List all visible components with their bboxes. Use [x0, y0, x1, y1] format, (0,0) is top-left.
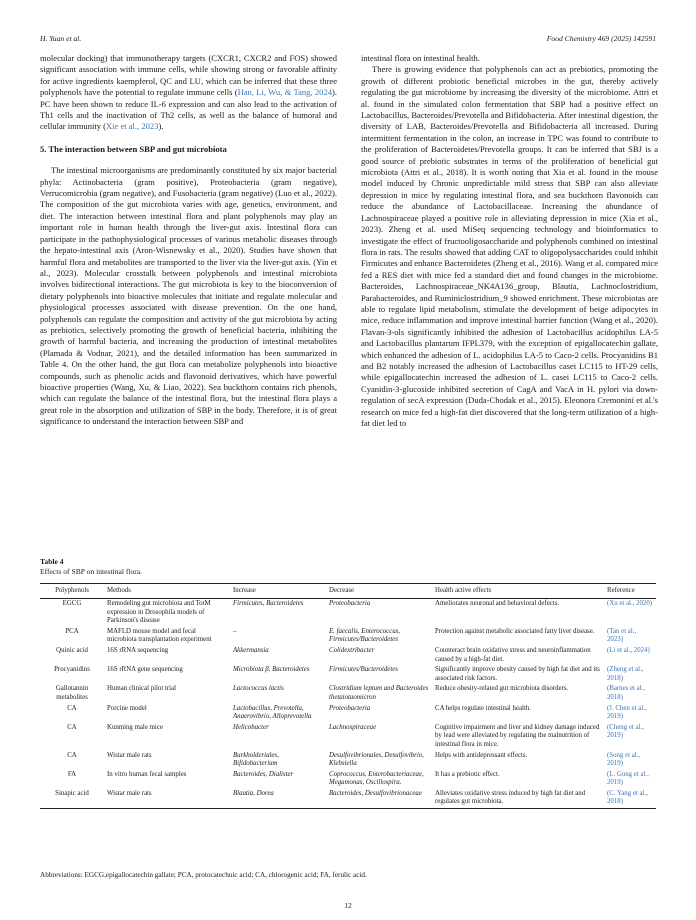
table-cell: Remodeling gut microbiota and TotM expression in Drosophila models of Parkinson's disease [107, 600, 211, 625]
table-cell: It has a prebiotic effect. [435, 770, 500, 778]
table-row [40, 665, 656, 684]
table-cell: Ameliorates neuronal and behavioral defects. [435, 600, 560, 607]
table-cell: Sinapic acid [55, 789, 89, 797]
table-cell: Microbiota β, Bacteroidetes [233, 666, 310, 674]
right-paragraph-2: There is growing evidence that polyphenols can act as prebiotics, promoting the growth of different probiotic beneficial microbes in the gut, thereby actively regulating the gut microbiome by increasing the diversity of the microbiome. Attri et al. found in the simulated colon fermentation that SBP had a positive effect on Lactobacillus, Bacteroides/Prevotella and Bifidobacteria. After intestinal digestion, the diversity of LAB, Bacteroides/Prevotella and Bifidobacteria all increased. During intermittent fermentation in the colon, an increase in TPC was found to contribute to the proliferation of Bacteroidetes/Prevotella groups. It can be inferred that SBJ is a good source of prebiotic substrates in terms of the proliferation of beneficial gut microbiota (Attri et al., 2018). It is worth noting that Xia et al. found in the mouse model induced by Chronic unpredictable mild stress that SBP can also alleviate depression in mice by regulating intestinal flora, and sea buckthorn flavonoids can reduce the abundance of Lactobacillaceae. Increasing the abundance of Lachnospiraceae played a positive role in alleviating depression in mice (Xia et al., 2023). Zheng et al. used MiSeq sequencing technology and bioinformatics to investigate the effect of fructooligosaccharide and polyphenols combined on intestinal flora in rats. The results showed that adding CAT to oligopolysaccharides could inhibit Firmicutes and enhance Bacteroidetes (Zheng et al., 2016). Wang et al. compared mice fed a RES diet with mice fed a standard diet and found changes in the microbiome. Bacteroides, Lachnospiraceae_NK4A136_group, Blautia, Lachnoclostridium, Parabacteroides, and Ruminiclostridium_9 showed enrichment. These microbiotas are able to regulate lipid metabolism, stimulate the development of beige adipocytes in mice, reduce inflammation and improve intestinal barrier function (Wang et al., 2020). Flavan-3-ols significantly inhibited the adhesion of Lactobacillus acidophilus LA-5 and Lactobacillus plantarum IFPL379, with the exception of epigallocatechin gallate, which enhanced the adhesion of L. acidophilus LA-5 to Caco-2 cells. Procyanidins B1 and B2 notably increased the adhesion of Lactobacillus casei LC115 to HT-29 cells, while epigallocatechin increased the adhesion of L. casei LC115 to Caco-2 cells. Cyanidin-3-glucoside inhibited secretion of CagA and VacA in H. pylori via down-regulation of secA expression (Duda-Chodak et al., 2015). Eleonora Cremonini et al.'s research on mice fed a high-fat diet discovered that the long-term utilization of a high-fat diet led to [361, 64, 658, 428]
right-paragraph-1: intestinal flora on intestinal health. [361, 53, 480, 63]
table-cell: Proteobacteria [329, 600, 371, 607]
table-cell: Lactococcus lactis [233, 685, 284, 693]
left-column [40, 53, 337, 428]
table-cell: Bacteroides, Dialister [233, 770, 294, 778]
col-header: Methods [107, 586, 131, 594]
table-row [40, 789, 656, 809]
table-cell: Clostridium leptum and Bacteroides thetaiotaomicron [329, 685, 429, 701]
table-cell: E. faecalis, Enterococcus, Firmicutes/Bacteroidetes [329, 627, 401, 644]
running-header [40, 34, 656, 46]
table-row [40, 704, 656, 723]
table-cell: Protection against metabolic associated fatty liver disease. [435, 627, 595, 635]
table-cell: CA [67, 704, 77, 712]
table-cell: Burkholderiales, Bifidobacterium [233, 751, 279, 768]
table-cell: In vitro human fecal samples [107, 770, 187, 778]
table-cell: Lactobacillus, Prevotella, Anaerovibrio, Alloprevotella [233, 704, 312, 721]
table-cell: Wistar male rats [107, 789, 152, 797]
table-cell: Desulfovibrionales, Desulfovibrio, Klebsiella [329, 751, 424, 768]
effects-table [40, 583, 656, 809]
citation-link[interactable]: Xie et al., 2023 [105, 121, 159, 132]
table-cell[interactable]: (C. Yang et al., 2018) [607, 789, 648, 806]
col-header: Polyphenols [55, 586, 89, 594]
table-cell: Helps with antidepressant effects. [435, 751, 528, 759]
table-cell: – [233, 627, 237, 635]
table-cell: Counteract brain oxidative stress and neuroinflammation caused by a high-fat diet. [435, 646, 591, 663]
table-cell: Firmicutes/Bacteroidetes [329, 666, 398, 674]
table-cell: FA [67, 770, 77, 778]
table-row [40, 599, 656, 627]
table-cell[interactable]: (Song et al., 2019) [607, 751, 641, 768]
table-cell: CA [67, 723, 77, 731]
table-cell: Human clinical pilot trial [107, 685, 176, 693]
table-cell[interactable]: (Cheng et al., 2019) [607, 723, 644, 740]
table-row [40, 723, 656, 751]
citation-link[interactable]: Han, Li, Wu, & Tang, 2024 [237, 87, 332, 98]
col-header: Increase [233, 586, 256, 594]
table-cell: Kunming male mice [107, 723, 163, 731]
table-cell[interactable]: (Zheng et al., 2018) [607, 666, 644, 682]
table-label: Table 4 [40, 557, 64, 566]
table-row [40, 770, 656, 789]
right-column [361, 53, 658, 429]
table-cell: Bacteroides, Desulfovibrionaceae [329, 789, 422, 797]
table-row [40, 684, 656, 703]
col-header: Health active effects [435, 586, 492, 594]
table-cell: Blautia, Dorea [233, 789, 274, 797]
table-cell: PCA [65, 627, 79, 635]
table-cell: Significantly improve obesity caused by high fat diet and its associated risk factors. [435, 666, 600, 682]
table-cell: Procyanidins [54, 666, 90, 674]
table-cell[interactable]: (Li et al., 2024) [607, 646, 650, 654]
table-cell[interactable]: (Tan et al., 2023) [607, 627, 637, 644]
table-cell: 16S rRNA sequencing [107, 646, 169, 654]
table-cell: Gallotannin metabolites [55, 685, 89, 701]
table-cell: Wistar male rats [107, 751, 152, 759]
table-row [40, 627, 656, 646]
table-cell: Colidextribacter [329, 646, 375, 654]
table-cell: Akkermansia [233, 646, 269, 654]
table-cell: Helicobacter [233, 723, 269, 731]
table-header-row [40, 584, 656, 599]
table-cell: Proteobacteria [329, 704, 371, 712]
table-cell: Porcine model [107, 704, 147, 712]
left-p1-text: molecular docking) that immunotherapy targets (CXCR1, CXCR2 and FOS) showed significant association with immune cells, while showing strong or favorable affinity for active ingredients kaempferol, QC and LU, which can be inferred that these three polyphenols have the potential to regulate immune cells ( [40, 53, 337, 98]
table-cell: Lachnospiraceae [329, 723, 377, 731]
table-abbreviations: Abbreviations: EGCG,epigallocatechin gallate; PCA, protocatechuic acid; CA, chlorogenic acid; FA, ferulic acid. [40, 871, 367, 879]
table-cell[interactable]: (Barnes et al., 2018) [607, 685, 646, 701]
table-cell[interactable]: (J. Chen et al., 2019) [607, 704, 647, 721]
table-cell: MAFLD mouse model and fecal microbiota transplantation experiment [107, 627, 212, 644]
table-row [40, 751, 656, 770]
col-header: Decrease [329, 586, 355, 594]
table-cell: 16S rRNA gene sequencing [107, 666, 183, 674]
table-cell: CA [67, 751, 77, 759]
table-cell[interactable]: (Xu et al., 2020) [607, 600, 653, 607]
section-heading: 5. The interaction between SBP and gut microbiota [40, 143, 227, 154]
table-cell: EGCG [62, 600, 82, 607]
page-number: 12 [344, 901, 352, 910]
table-title: Effects of SBP on intestinal flora. [40, 567, 143, 576]
table-cell: CA helps regulate intestinal health. [435, 704, 531, 712]
table-row [40, 646, 656, 665]
table-cell: Alleviates oxidative stress induced by high fat diet and regulates gut microbiota. [435, 789, 586, 806]
table-cell: Cognitive impairment and liver and kidney damage induced by lead were alleviated by regulating the malnutrition of intestinal flora in mice. [435, 723, 600, 748]
table-cell: Coprococcus, Enterobacteriaceae, Megamonas, Oscillospira. [329, 770, 424, 787]
left-p1-text-c: ). [158, 121, 164, 132]
left-paragraph-2: The intestinal microorganisms are predominantly constituted by six major bacterial phyla: Actinobacteria (gram positive), Proteobacteria (gram negative), Verrucomicrobia (gram negative), and Fusobacteria (gram negative) (Luo et al., 2022). The composition of the gut microbiota varies with age, genetics, environment, and diet. The interaction between intestinal flora and plant polyphenols may play an important role in human health through the liver-gut axis. Intestinal flora can participate in the pathophysiological processes of various metabolic diseases through the hepato-intestinal axis (Aron-Wisnewsky et al., 2020). Studies have shown that harmful flora and metabolites are transported to the liver via the liver-gut axis. (Yin et al., 2023). Molecular crosstalk between polyphenols and intestinal microbiota involves bidirectional interactions. The gut microbiota is key to the bioconversion of dietary polyphenols into bioactive molecules that initiate and regulate molecular and physiological processes associated with disease prevention. On the one hand, polyphenols can regulate the composition and activity of the gut microbiota by acting as prebiotics, selectively promoting the growth of beneficial bacteria, inhibiting the growth of harmful bacteria, and increasing the production of intestinal metabolites (Plamada & Vodnar, 2021), and the detailed information has been summarized in Table 4. On the other hand, the gut flora can metabolize polyphenols into bioactive compounds, such as phenolic acids and flavonoid derivatives, which have powerful bioactive properties (Wang, Xu, & Liao, 2022). Sea buckthorn contains rich phenols, which can regulate the balance of the intestinal flora, but the intestinal flora plays a great role in the absorption and utilization of SBP in the body. Therefore, it is of great significance to understand the interaction between SBP and [40, 165, 337, 427]
table-cell: Quinic acid [56, 646, 88, 654]
table-cell[interactable]: (L. Gong et al., 2019) [607, 770, 649, 787]
table-cell: Firmicutes, Bacteroidetes [233, 600, 304, 607]
col-header: Reference [607, 586, 635, 594]
table-caption [40, 557, 142, 577]
header-journal: Food Chemistry 469 (2025) 142591 [546, 34, 656, 43]
header-authors: H. Yuan et al. [40, 34, 82, 43]
left-paragraph-1 [40, 53, 337, 133]
table-cell: Reduce obesity-related gut microbiota disorders. [435, 685, 569, 693]
left-p1-text-b: ). PC have been shown to reduce IL-6 expression and can also lead to the activation of Th1 cells and the inactivation of Th2 cells, as well as the balance of humoral and cellular immunity ( [40, 87, 337, 132]
